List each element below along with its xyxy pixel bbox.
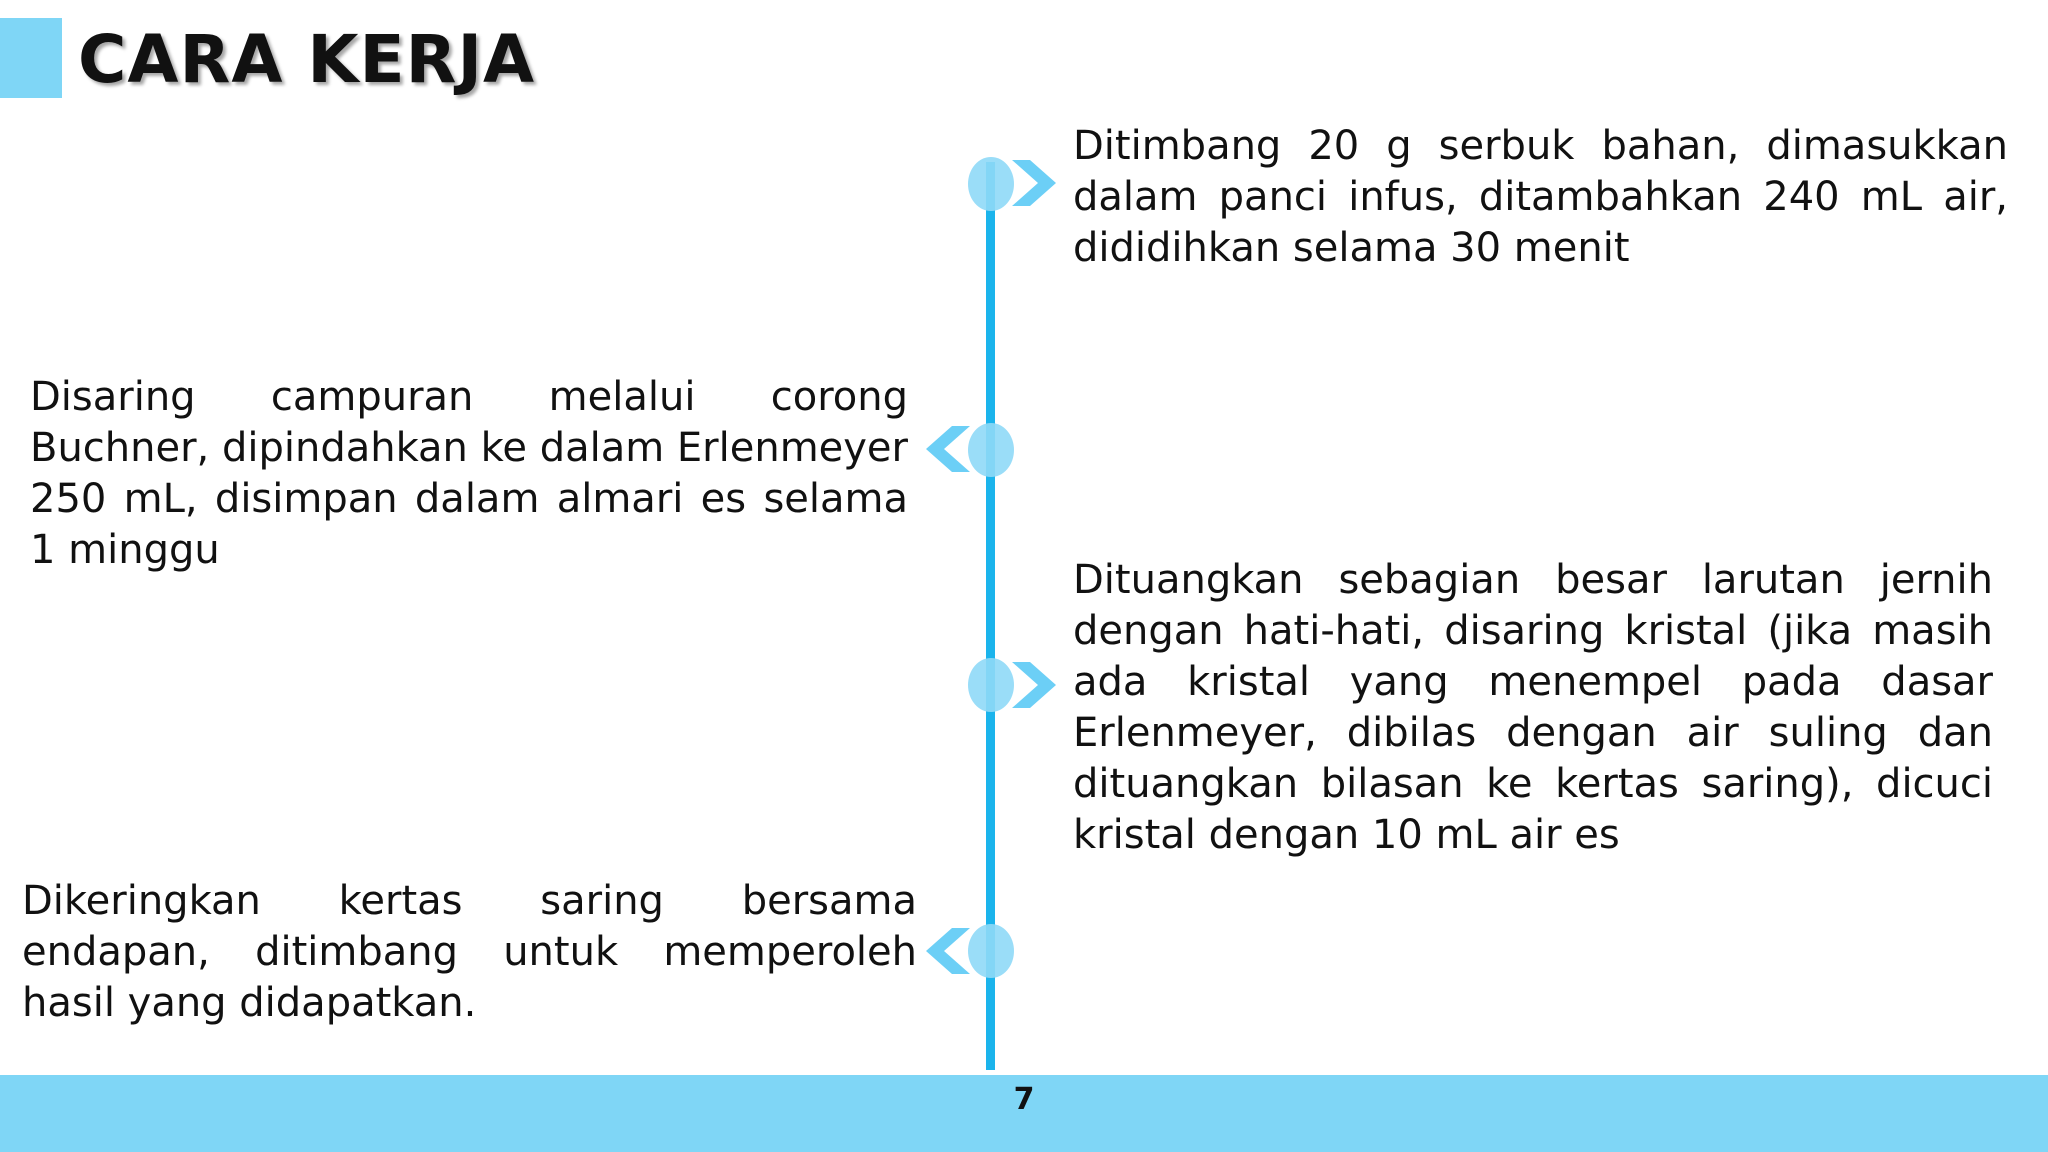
title-accent-block bbox=[0, 18, 62, 98]
step-1-text: Ditimbang 20 g serbuk bahan, dimasukkan dalam panci infus, ditambahkan 240 mL air, dididihkan selama 30 menit bbox=[1073, 123, 2008, 271]
step-4-text: Dikeringkan kertas saring bersama endapan, ditimbang untuk memperoleh hasil yang didapatkan. bbox=[22, 878, 917, 1026]
chevron-left-icon bbox=[924, 424, 972, 474]
step-2-text: Disaring campuran melalui corong Buchner, dipindahkan ke dalam Erlenmeyer 250 mL, disimpan dalam almari es selama 1 minggu bbox=[30, 374, 908, 573]
timeline-node-1 bbox=[968, 157, 1014, 211]
chevron-right-icon bbox=[1010, 660, 1058, 710]
chevron-left-icon bbox=[924, 926, 972, 976]
page-title: CARA KERJA bbox=[78, 21, 536, 98]
chevron-right-icon bbox=[1010, 158, 1058, 208]
timeline-node-3 bbox=[968, 658, 1014, 712]
step-3-text: Dituangkan sebagian besar larutan jernih dengan hati-hati, disaring kristal (jika masih ada kristal yang menempel pada dasar Erlenmeyer, dibilas dengan air suling dan dituangkan bilasan ke kertas saring), dicuci kristal dengan 10 mL air es bbox=[1073, 557, 1993, 858]
timeline-node-2 bbox=[968, 423, 1014, 477]
timeline-node-4 bbox=[968, 924, 1014, 978]
page-number: 7 bbox=[1013, 1082, 1035, 1117]
